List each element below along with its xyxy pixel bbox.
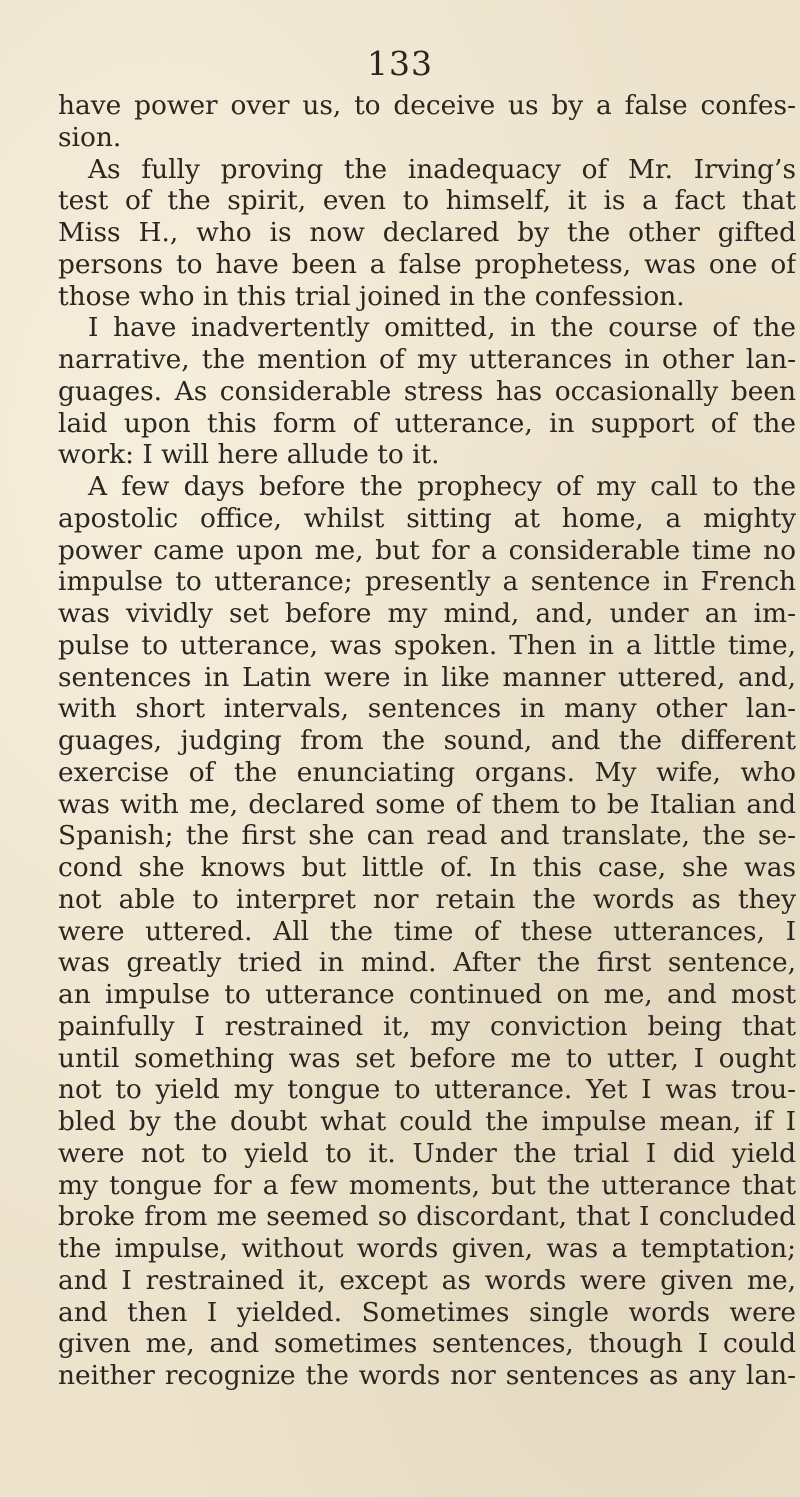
text-line: cond she knows but little of. In this case, she was: [58, 852, 796, 883]
text-line: guages, judging from the sound, and the different: [58, 725, 796, 756]
text-line: until something was set before me to utter, I ought: [58, 1042, 796, 1074]
text-line: and then I yielded. Sometimes single words were: [58, 1296, 796, 1328]
body-text: [58, 90, 796, 1392]
text-line: laid upon this form of utterance, in support of the: [58, 407, 796, 439]
text-line: were uttered. All the time of these utterances, I: [58, 915, 796, 947]
text-line: an impulse to utterance continued on me, and most: [58, 979, 796, 1010]
page-number: 133: [367, 44, 433, 83]
text-line: impulse to utterance; presently a sentence in French: [58, 566, 796, 598]
text-line: was with me, declared some of them to be Italian and: [58, 788, 796, 820]
text-line: exercise of the enunciating organs. My wife, who: [58, 756, 796, 788]
text-line: not able to interpret nor retain the words as they: [58, 883, 796, 915]
text-line: with short intervals, sentences in many other lan-: [58, 693, 796, 725]
text-line: narrative, the mention of my utterances in other lan-: [58, 344, 796, 375]
text-line: persons to have been a false prophetess, was one of: [58, 248, 796, 280]
text-line: painfully I restrained it, my conviction being that: [58, 1010, 796, 1042]
text-line: power came upon me, but for a considerable time no: [58, 534, 796, 566]
text-line: work: I will here allude to it.: [58, 439, 440, 471]
text-line: sentences in Latin were in like manner uttered, and,: [58, 661, 796, 693]
text-line: sion.: [58, 121, 122, 153]
text-line: was greatly tried in mind. After the first sentence,: [58, 947, 796, 979]
text-line: guages. As considerable stress has occasionally been: [58, 375, 796, 407]
text-line: not to yield my tongue to utterance. Yet I was trou-: [58, 1074, 796, 1106]
text-line: my tongue for a few moments, but the utterance that: [58, 1169, 796, 1201]
text-line: I have inadvertently omitted, in the course of the: [88, 312, 796, 344]
text-line: apostolic office, whilst sitting at home, a mighty: [58, 502, 796, 534]
text-line: given me, and sometimes sentences, though I could: [58, 1328, 796, 1360]
text-line: broke from me seemed so discordant, that I concluded: [58, 1201, 796, 1233]
text-line: have power over us, to deceive us by a false confes-: [58, 90, 796, 121]
text-line: pulse to utterance, was spoken. Then in a little time,: [58, 629, 796, 661]
text-line: test of the spirit, even to himself, it is a fact that: [58, 185, 796, 217]
text-line: neither recognize the words nor sentences as any lan-: [58, 1360, 796, 1391]
text-line: was vividly set before my mind, and, under an im-: [58, 598, 796, 629]
text-line: A few days before the prophecy of my call to the: [88, 471, 796, 502]
text-line: As fully proving the inadequacy of Mr. Irving’s: [88, 153, 796, 185]
text-line: Spanish; the first she can read and translate, the se-: [58, 820, 796, 852]
text-line: the impulse, without words given, was a temptation;: [58, 1233, 796, 1264]
text-line: those who in this trial joined in the confession.: [58, 280, 685, 312]
text-line: bled by the doubt what could the impulse mean, if I: [58, 1106, 796, 1137]
text-line: were not to yield to it. Under the trial I did yield: [58, 1137, 796, 1169]
text-line: and I restrained it, except as words were given me,: [58, 1264, 796, 1296]
text-line: Miss H., who is now declared by the other gifted: [58, 217, 796, 248]
